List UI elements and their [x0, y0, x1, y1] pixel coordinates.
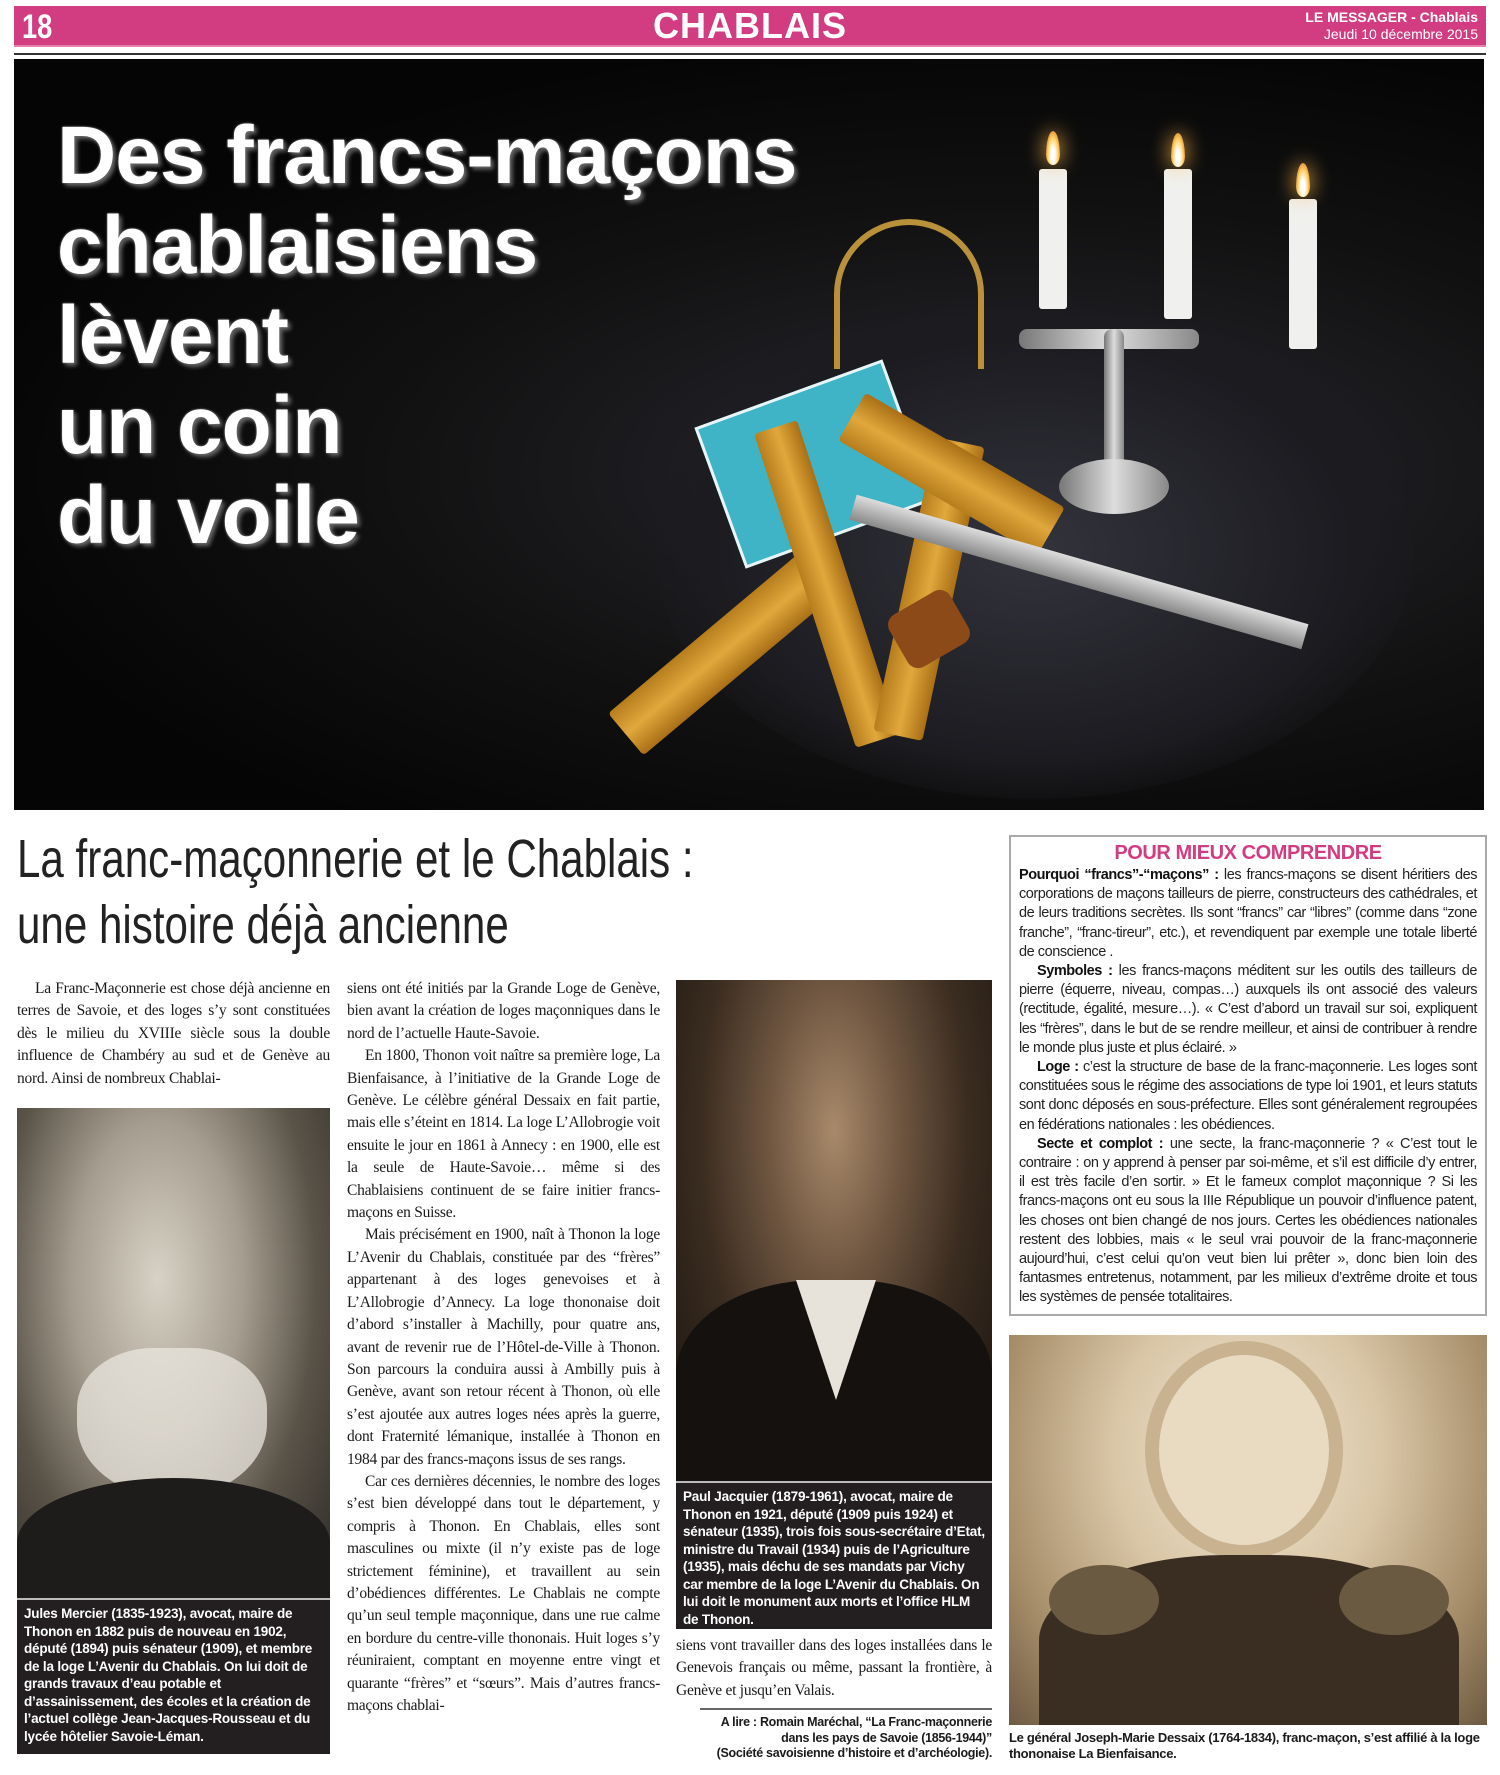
a-lire-reference: [676, 1715, 992, 1762]
article-column-3: [676, 1635, 992, 1705]
sidebar-entry: [1019, 866, 1477, 962]
sidebar-text: c’est la structure de base de la franc-maçonnerie. Les loges sont constituées sous le régime des associations de type loi 1901, et leurs statuts sont donc déposés en sous-préfecture. Elles sont généralement regroupées en fédérations nationales : les obédiences.: [1019, 1059, 1477, 1133]
article-title-line: La franc-maçonnerie et le Chablais :: [17, 829, 694, 889]
photo-flame: [1296, 163, 1310, 197]
paragraph: siens vont travailler dans des loges installées dans le Genevois français ou même, passant la frontière, à Genève et jusqu’en Valais.: [676, 1637, 992, 1699]
caption-general-dessaix: Le général Joseph-Marie Dessaix (1764-1834), franc-maçon, s’est affilié à la loge thononaise La Bienfaisance.: [1009, 1730, 1480, 1761]
paragraph: En 1800, Thonon voit naître sa première loge, La Bienfaisance, à l’initiative de la Grande Loge de Genève. Le célèbre général Dessaix en fait partie, mais elle s’éteint en 1814. La loge L’Allobrogie voit ensuite le jour en 1861 à Annecy : en 1900, elle est la seule de Haute-Savoie… même si des Chablaisiens continuent de se faire initier francs-maçons en Suisse.: [347, 1047, 660, 1222]
photo-candle: [1289, 199, 1317, 349]
header-divider: [14, 53, 1486, 55]
portrait-head: [1159, 1355, 1329, 1545]
headline-line: chablaisiens: [57, 200, 538, 291]
portrait-jules-mercier: [17, 1108, 330, 1598]
paragraph: La Franc-Maçonnerie est chose déjà ancienne en terres de Savoie, et des loges s’y sont constituées dès le milieu du XVIIIe siècle sous la double influence de Chambéry au sud et de Genève au nord. Ainsi de nombreux Chablai-: [17, 980, 330, 1087]
photo-candle: [1039, 169, 1067, 309]
sidebar-entry: [1019, 1135, 1477, 1308]
sidebar-pour-mieux-comprendre: [1009, 835, 1487, 1316]
article-column-1: [17, 978, 330, 1090]
photo-candle: [1164, 169, 1192, 319]
section-title: CHABLAIS: [653, 5, 847, 46]
portrait-coat: [17, 1478, 330, 1598]
portrait-epaulette: [1339, 1565, 1449, 1635]
hero-photo-masonic-tools: [14, 59, 1484, 810]
sidebar-term: Pourquoi “francs”-“maçons” :: [1019, 867, 1219, 883]
headline-line: du voile: [57, 470, 359, 561]
sidebar-text: les francs-maçons méditent sur les outils des tailleurs de pierre (équerre, niveau, compas…) auxquels ils ont associé des valeurs (rectitude, égalité, mesure…). « C’est d’abord un travail sur soi, expliquent les “frères”, dans le but de se rendre meilleur, et ainsi de contribuer à rendre le monde plus juste et plus éclairé. »: [1019, 963, 1477, 1056]
article-title-line: une histoire déjà ancienne: [17, 895, 509, 955]
paragraph: Mais précisément en 1900, naît à Thonon la loge L’Avenir du Chablais, constituée par des “frères” appartenant à des loges genevoises et à L’Allobrogie d’Annecy. La loge thononaise doit d’abord s’installer à Machilly, pour quatre ans, avant de revenir rue de l’Hôtel-de-Ville à Thonon. Son parcours la conduira aussi à Ambilly puis à Genève, avant son retour récent à Thonon, où elle s’est ajoutée aux autres loges nées après la guerre, dont Fraternité lémanique, installée à Thonon en 1984 par des francs-maçons issus de ses rangs.: [347, 1226, 660, 1468]
sidebar-term: Secte et complot :: [1037, 1135, 1164, 1152]
photo-flame: [1171, 133, 1185, 167]
headline-line: un coin: [57, 380, 342, 471]
page-number: 18: [22, 8, 53, 46]
a-lire-line: dans les pays de Savoie (1856-1944)”: [781, 1730, 992, 1745]
sidebar-entry: [1019, 962, 1477, 1058]
photo-flame: [1046, 131, 1060, 165]
paragraph: siens ont été initiés par la Grande Loge de Genève, bien avant la création de loges maçonniques dans le nord de l’actuelle Haute-Savoie.: [347, 980, 660, 1042]
photo-compass: [834, 219, 984, 369]
photo-candelabra-stem: [1104, 329, 1124, 469]
sidebar-text: une secte, la franc-maçonnerie ? « C’est tout le contraire : on y apprend à penser par soi-même, et s’il est difficile d’y entrer, il est très facile d’en sortir. » Et le fameux complot maçonnique ? Si les francs-maçons ont eu sous la IIIe République un pouvoir d’influence patent, les choses ont bien changé de nos jours. Certes les obédiences nationales restent des lobbies, mais « le seul vrai pouvoir de la franc-maçonnerie aujourd’hui, c’est celui qu’on veut bien lui prêter », donc bien loin des fantasmes entretenus, notamment, par les milieux d’extrême droite et tous les systèmes de pensée totalitaires.: [1019, 1135, 1477, 1306]
article-column-2: [347, 978, 660, 1773]
sidebar-title: POUR MIEUX COMPRENDRE: [1114, 842, 1382, 864]
portrait-epaulette: [1049, 1565, 1159, 1635]
publication-date: Jeudi 10 décembre 2015: [1323, 26, 1478, 42]
a-lire-line: A lire : Romain Maréchal, “La Franc-maçonnerie: [720, 1715, 992, 1729]
sidebar-text: les francs-maçons se disent héritiers des corporations de maçons tailleurs de pierre, constructeurs des cathédrales, et de leurs traditions secrètes. Ils sont “francs” car “libres” (comme dans “zone franche”, “franc-tireur”, etc.), et revendiquent par exemple une totale liberté de conscience .: [1019, 867, 1477, 960]
section-header-bar: [14, 6, 1486, 47]
headline-line: lèvent: [57, 290, 288, 381]
portrait-beard: [77, 1348, 267, 1498]
caption-paul-jacquier: Paul Jacquier (1879-1961), avocat, maire de Thonon en 1921, député (1909 puis 1924) et sénateur (1935), trois fois sous-secrétaire d’Etat, ministre du Travail (1934) puis de l’Agriculture (1935), mais déchu de ses mandats par Vichy car membre de la loge L’Avenir du Chablais. On lui doit le monument aux morts et l’office HLM de Thonon.: [676, 1481, 992, 1629]
portrait-general-dessaix: [1009, 1335, 1487, 1725]
paragraph: Car ces dernières décennies, le nombre des loges s’est bien développé dans tout le département, y compris à Thonon. En Chablais, elles sont masculines ou mixte (il n’y existe pas de loge strictement féminine), et travaillent au sein d’obédiences différentes. Le Chablais ne compte qu’un seul temple maçonnique, dans une rue calme en bordure du centre-ville thononais. Huit loges s’y réuniraient, comptant en moyenne entre vingt et quarante “frères” et “sœurs”. Mais d’autres francs-maçons chablai-: [347, 1472, 660, 1714]
portrait-paul-jacquier: [676, 980, 992, 1481]
sidebar-term: Loge :: [1037, 1059, 1079, 1076]
article-title: [17, 826, 984, 958]
sidebar-term: Symboles :: [1037, 963, 1113, 980]
sidebar-entry: [1019, 1058, 1477, 1135]
caption-jules-mercier: Jules Mercier (1835-1923), avocat, maire de Thonon en 1882 puis de nouveau en 1902, député (1894) puis sénateur (1909), et membre de la loge L’Avenir du Chablais. On lui doit de grands travaux d’eau potable et d’assainissement, des écoles et la création de l’actuel collège Jean-Jacques-Rousseau et du lycée hôtelier Savoie-Léman.: [17, 1598, 330, 1754]
publication-name: LE MESSAGER - Chablais: [1305, 9, 1478, 25]
a-lire-line: (Société savoisienne d’histoire et d’archéologie).: [716, 1746, 992, 1760]
photo-candelabra-base: [1059, 459, 1169, 514]
a-lire-divider: [700, 1708, 992, 1710]
headline-line: Des francs-maçons: [57, 110, 797, 201]
